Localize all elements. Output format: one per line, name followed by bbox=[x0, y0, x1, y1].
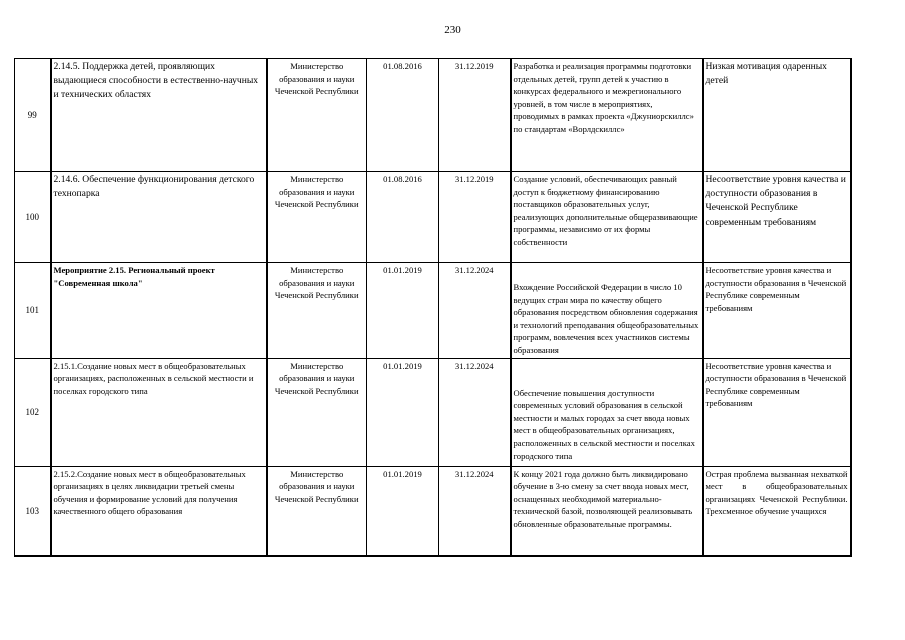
risk: Острая проблема вызванная нехваткой мест в общеобразовательных организациях Чеченской Республики. Трехсменное обучение учащихся bbox=[703, 466, 851, 556]
end-date: 31.12.2024 bbox=[439, 263, 511, 359]
table-row bbox=[15, 59, 851, 172]
end-date: 31.12.2024 bbox=[439, 466, 511, 556]
measure-name: 2.15.1.Создание новых мест в общеобразовательных организациях, расположенных в сельской местности и поселках городского типа bbox=[51, 358, 267, 466]
risk bbox=[703, 59, 851, 172]
end-date: 31.12.2019 bbox=[439, 59, 511, 172]
measure-name-text: 2.14.5. Поддержка детей, проявляющих выдающиеся способности в естественно-научных и технических областях bbox=[53, 61, 259, 101]
page-number: 230 bbox=[444, 24, 461, 36]
responsible-org: Министерство образования и науки Чеченской Республики bbox=[267, 263, 367, 359]
end-date: 31.12.2019 bbox=[439, 172, 511, 263]
start-date: 01.01.2019 bbox=[367, 466, 439, 556]
responsible-org: Министерство образования и науки Чеченской Республики bbox=[267, 466, 367, 556]
table-row bbox=[15, 466, 851, 556]
responsible-org: Министерство образования и науки Чеченской Республики bbox=[267, 172, 367, 263]
measure-name: 2.15.2.Создание новых мест в общеобразовательных организациях в целях ликвидации третьей смены обучения и формирование условий для получения качественного общего образования bbox=[51, 466, 267, 556]
start-date: 01.01.2019 bbox=[367, 263, 439, 359]
row-number: 103 bbox=[15, 466, 51, 556]
row-number: 101 bbox=[15, 263, 51, 359]
risk: Несоответствие уровня качества и доступности образования в Чеченской Республике современным требованиям bbox=[703, 358, 851, 466]
risk: Несоответствие уровня качества и доступности образования в Чеченской Республике современным требованиям bbox=[703, 263, 851, 359]
end-date: 31.12.2024 bbox=[439, 358, 511, 466]
start-date: 01.08.2016 bbox=[367, 172, 439, 263]
measure-name bbox=[51, 172, 267, 263]
row-number: 99 bbox=[15, 59, 51, 172]
risk-text: Несоответствие уровня качества и доступности образования в Чеченской Республике современным требованиям bbox=[705, 174, 846, 228]
measures-table bbox=[14, 58, 852, 557]
row-number: 102 bbox=[15, 358, 51, 466]
risk-text: Низкая мотивация одаренных детей bbox=[705, 61, 827, 87]
responsible-org: Министерство образования и науки Чеченской Республики bbox=[267, 358, 367, 466]
table-row bbox=[15, 172, 851, 263]
expected-result: Вхождение Российской Федерации в число 10 ведущих стран мира по качеству общего образования посредством обновления содержания и технологий преподавания общеобразовательных программ, вовлечения всех участников системы образования bbox=[511, 263, 703, 359]
risk bbox=[703, 172, 851, 263]
measure-name-text: 2.14.6. Обеспечение функционирования детского технопарка bbox=[53, 174, 255, 200]
responsible-org: Министерство образования и науки Чеченской Республики bbox=[267, 59, 367, 172]
expected-result: Обеспечение повышения доступности современных условий образования в сельской местности и малых городах за счет ввода новых мест в общеобразовательных организациях, расположенных в сельской местности и поселках городского типа bbox=[511, 358, 703, 466]
expected-result: Разработка и реализация программы подготовки отдельных детей, групп детей к участию в конкурсах федерального и межрегионального уровней, в том числе в мероприятиях, проводимых в рамках проекта «Джуниорскиллс» по стандартам «Ворлдскиллс» bbox=[511, 59, 703, 172]
start-date: 01.08.2016 bbox=[367, 59, 439, 172]
start-date: 01.01.2019 bbox=[367, 358, 439, 466]
measure-name: Мероприятие 2.15. Региональный проект "Современная школа" bbox=[51, 263, 267, 359]
expected-result: К концу 2021 года должно быть ликвидировано обучение в 3-ю смену за счет ввода новых мест, оснащенных необходимой материально-технической базой, позволяющей реализовывать обновленные образовательные программы. bbox=[511, 466, 703, 556]
table-row bbox=[15, 263, 851, 359]
measure-name bbox=[51, 59, 267, 172]
expected-result: Создание условий, обеспечивающих равный доступ к бюджетному финансированию поставщиков образовательных услуг, реализующих дополнительные общеразвивающие программы, независимо от их формы собственности bbox=[511, 172, 703, 263]
table-row bbox=[15, 358, 851, 466]
row-number: 100 bbox=[15, 172, 51, 263]
